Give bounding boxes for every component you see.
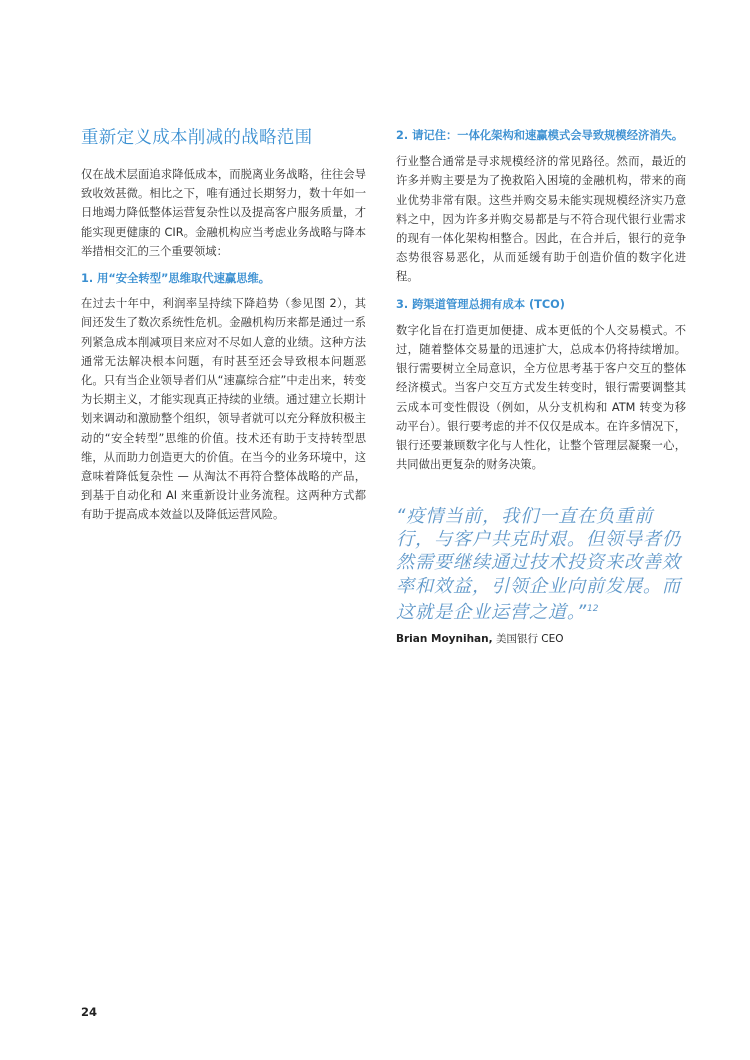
pull-quote	[396, 505, 688, 624]
left-column	[81, 126, 366, 533]
page-number: 24	[81, 1005, 98, 1019]
quote-author: Brian Moynihan,	[396, 633, 493, 645]
quote-text: “疫情当前，我们一直在负重前行，与客户共克时艰。但领导者仍然需要继续通过技术投资来改善效率和效益，引领企业向前发展。而这就是企业运营之道。”	[396, 506, 681, 623]
quote-footnote: 12	[587, 603, 599, 614]
subheading-1: 1. 用“安全转型”思维取代速赢思维。	[81, 272, 271, 286]
intro-paragraph: 仅在战术层面追求降低成本，而脱离业务战略，往往会导致收效甚微。相比之下，唯有通过长期努力，数十年如一日地竭力降低整体运营复杂性以及提高客户服务质量，才能实现更健康的 CIR。金融机构应当考虑业务战略与降本举措相交汇的三个重要领域：	[81, 168, 366, 258]
quote-attribution	[396, 632, 688, 646]
subheading-2: 2. 请记住：一体化架构和速赢模式会导致规模经济消失。	[396, 129, 684, 142]
paragraph-1: 在过去十年中，利润率呈持续下降趋势（参见图 2），其间还发生了数次系统性危机。金融机构历来都是通过一系列紧急成本削减项目来应对不尽如人意的业绩。这种方法通常无法解决根本问题，有时甚至还会导致根本问题恶化。只有当企业领导者们从“速赢综合症”中走出来，转变为长期主义，才能实现真正持续的业绩。通过建立长期计划来调动和激励整个组织，领导者就可以充分释放积极主动的“安全转型”思维的价值。技术还有助于支持转型思维，从而助力创造更大的价值。在当今的业务环境中，这意味着降低复杂性 — 从淘汰不再符合整体战略的产品，到基于自动化和 AI 来重新设计业务流程。这两种方式都有助于提高成本效益以及降低运营风险。	[81, 297, 366, 522]
paragraph-2: 行业整合通常是寻求规模经济的常见路径。然而，最近的许多并购主要是为了挽救陷入困境的金融机构，带来的商业优势非常有限。这些并购交易未能实现规模经济实乃意料之中，因为许多并购交易都是与不符合现代银行业需求的现有一体化架构相整合。因此，在合并后，银行的竞争态势很容易恶化，从而延缓有助于创造价值的数字化进程。	[396, 155, 686, 284]
section-title: 重新定义成本削减的战略范围	[81, 128, 313, 148]
right-column	[396, 126, 686, 482]
quote-author-role: 美国银行 CEO	[495, 633, 564, 645]
subheading-3: 3. 跨渠道管理总拥有成本 (TCO)	[396, 297, 565, 311]
paragraph-3: 数字化旨在打造更加便捷、成本更低的个人交易模式。不过，随着整体交易量的迅速扩大，总成本仍将持续增加。银行需要树立全局意识，全方位思考基于客户交互的整体经济模式。当客户交互方式发生转变时，银行需要调整其云成本可变性假设（例如，从分支机构和 ATM 转变为移动平台）。银行要考虑的并不仅仅是成本。在许多情况下，银行还要兼顾数字化与人性化，让整个管理层凝聚一心，共同做出更复杂的财务决策。	[396, 323, 686, 472]
